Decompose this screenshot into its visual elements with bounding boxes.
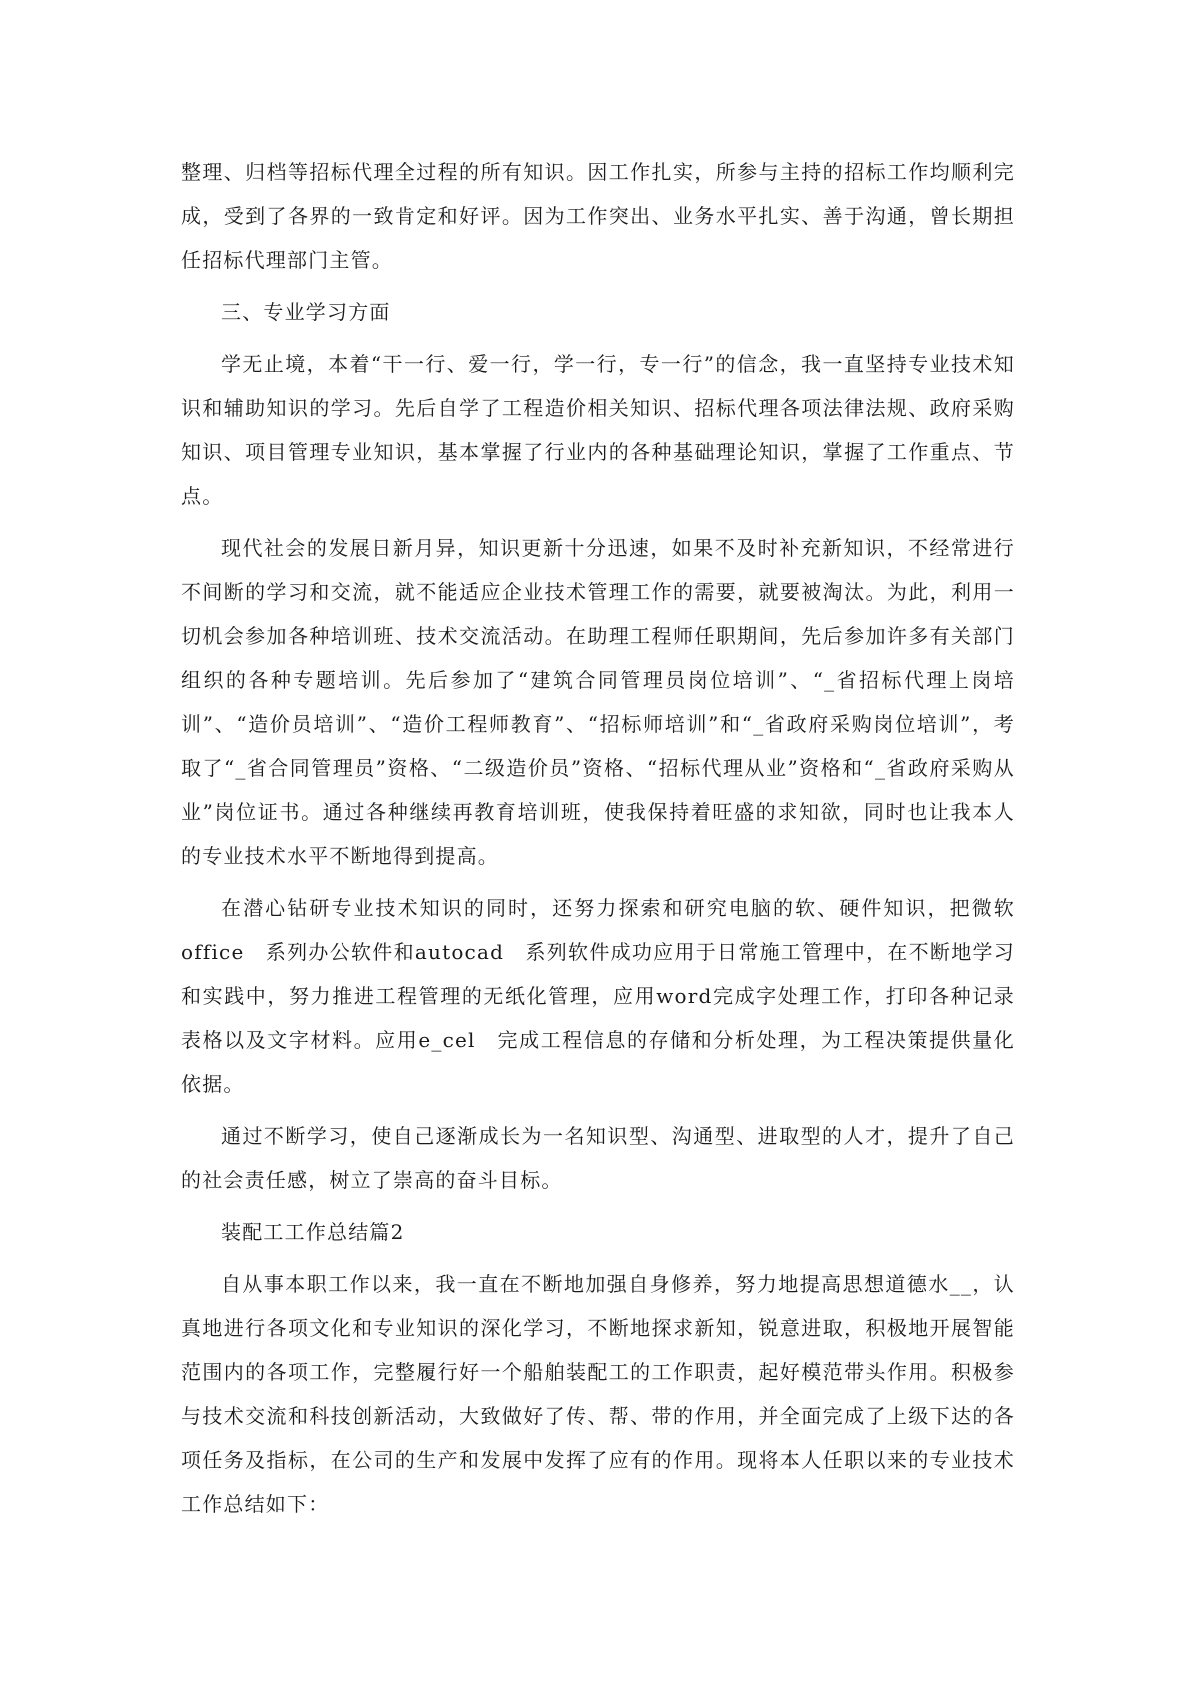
paragraph-self-study: 学无止境，本着“干一行、爱一行，学一行，专一行”的信念，我一直坚持专业技术知识和辅助知识的学习。先后自学了工程造价相关知识、招标代理各项法律法规、政府采购知识、项目管理专业知识，基本掌握了行业内的各种基础理论知识，掌握了工作重点、节点。: [181, 352, 1015, 508]
section-heading-summary-2: 装配工工作总结篇2: [221, 1220, 405, 1244]
paragraph-training: 现代社会的发展日新月异，知识更新十分迅速，如果不及时补充新知识，不经常进行不间断的学习和交流，就不能适应企业技术管理工作的需要，就要被淘汰。为此，利用一切机会参加各种培训班、技术交流活动。在助理工程师任职期间，先后参加许多有关部门组织的各种专题培训。先后参加了“建筑合同管理员岗位培训”、“_省招标代理上岗培训”、“造价员培训”、“造价工程师教育”、“招标师培训”和“_省政府采购岗位培训”，考取了“_省合同管理员”资格、“二级造价员”资格、“招标代理从业”资格和“_省政府采购从业”岗位证书。通过各种继续再教育培训班，使我保持着旺盛的求知欲，同时也让我本人的专业技术水平不断地得到提高。: [181, 536, 1015, 868]
document-body: [181, 150, 1015, 1534]
paragraph-fitter-intro: 自从事本职工作以来，我一直在不断地加强自身修养，努力地提高思想道德水__，认真地进行各项文化和专业知识的深化学习，不断地探求新知，锐意进取，积极地开展智能范围内的各项工作，完整履行好一个船舶装配工的工作职责，起好模范带头作用。积极参与技术交流和科技创新活动，大致做好了传、帮、带的作用，并全面完成了上级下达的各项任务及指标，在公司的生产和发展中发挥了应有的作用。现将本人任职以来的专业技术工作总结如下：: [181, 1272, 1015, 1516]
paragraph-tendering-experience: 整理、归档等招标代理全过程的所有知识。因工作扎实，所参与主持的招标工作均顺利完成，受到了各界的一致肯定和好评。因为工作突出、业务水平扎实、善于沟通，曾长期担任招标代理部门主管。: [181, 160, 1015, 272]
paragraph-computer-skills: 在潜心钻研专业技术知识的同时，还努力探索和研究电脑的软、硬件知识，把微软office 系列办公软件和autocad 系列软件成功应用于日常施工管理中，在不断地学习和实践中，努力推进工程管理的无纸化管理，应用word完成字处理工作，打印各种记录表格以及文字材料。应用e_cel 完成工程信息的存储和分析处理，为工程决策提供量化依据。: [181, 896, 1015, 1096]
section-heading-professional-study: 三、专业学习方面: [221, 300, 391, 324]
paragraph-growth: 通过不断学习，使自己逐渐成长为一名知识型、沟通型、进取型的人才，提升了自己的社会责任感，树立了崇高的奋斗目标。: [181, 1124, 1015, 1192]
